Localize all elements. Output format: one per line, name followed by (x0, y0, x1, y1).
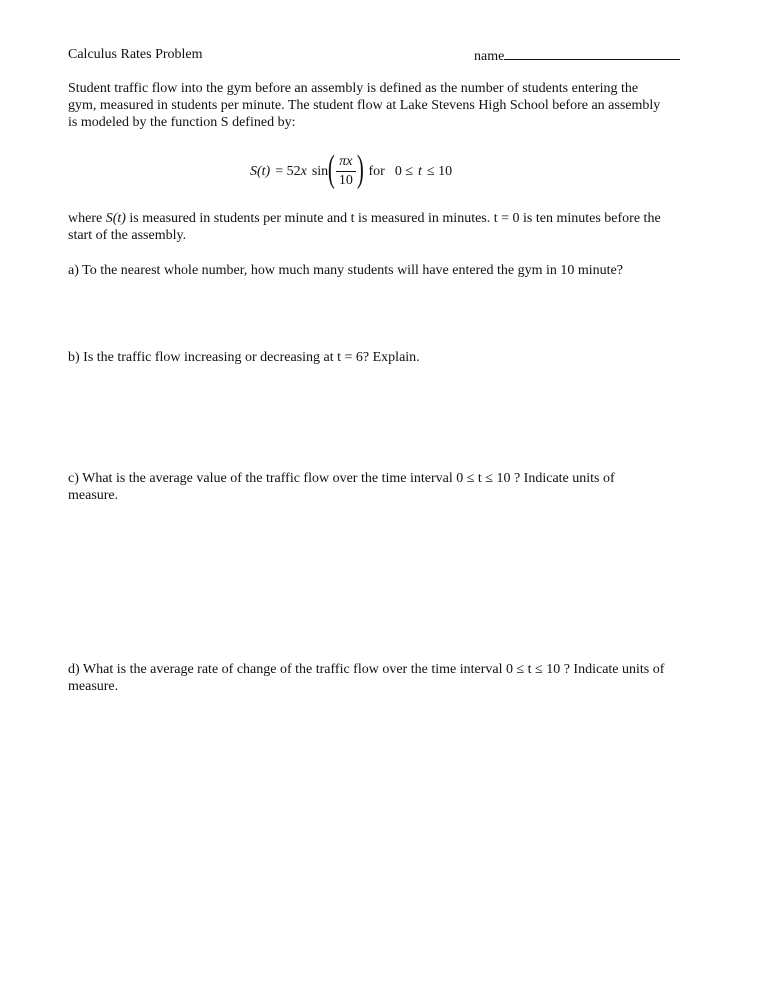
function-formula (250, 150, 452, 192)
formula-domain-high: ≤ 10 (426, 163, 453, 179)
where-line-1-rest: is measured in students per minute and t is measured in minutes. t = 0 is ten minutes before the (125, 211, 661, 226)
formula-domain-var: t (418, 163, 422, 179)
formula-equals: = 52 (275, 163, 301, 179)
name-label: name (474, 49, 505, 64)
name-blank-line (504, 46, 680, 60)
left-paren-icon: ( (328, 148, 335, 190)
formula-fraction (336, 154, 356, 189)
intro-line-3: is modeled by the function S defined by: (68, 115, 296, 130)
formula-domain-low: 0 ≤ (394, 163, 414, 179)
formula-fn: sin (311, 163, 329, 179)
question-d (68, 661, 698, 695)
fraction-numerator: πx (339, 153, 353, 169)
fraction-denominator: 10 (338, 172, 353, 188)
right-paren-icon: ) (356, 148, 364, 190)
where-symbol: S(t) (105, 211, 126, 226)
where-line-2: start of the assembly. (68, 228, 187, 243)
intro-line-2: gym, measured in students per minute. The student flow at Lake Stevens High School before an assembly (68, 98, 661, 113)
formula-lhs: S(t) (250, 163, 271, 179)
formula-var: x (300, 163, 307, 179)
question-d-line-2: measure. (68, 679, 119, 694)
intro-paragraph (68, 80, 698, 131)
intro-line-1: Student traffic flow into the gym before an assembly is defined as the number of students entering the (68, 81, 639, 96)
question-c-line-2: measure. (68, 488, 119, 503)
question-a: a) To the nearest whole number, how much many students will have entered the gym in 10 minute? (68, 263, 623, 278)
question-d-line-1: d) What is the average rate of change of the traffic flow over the time interval 0 ≤ t ≤ 10 ? Indicate units of (68, 662, 665, 677)
worksheet-title: Calculus Rates Problem (68, 47, 203, 62)
question-c-line-1: c) What is the average value of the traffic flow over the time interval 0 ≤ t ≤ 10 ? Indicate units of (68, 471, 615, 486)
fraction-bar (336, 171, 356, 172)
where-paragraph (68, 210, 698, 244)
question-b: b) Is the traffic flow increasing or decreasing at t = 6? Explain. (68, 350, 420, 365)
where-prefix: where (68, 211, 106, 226)
where-line-1 (68, 210, 698, 227)
question-c (68, 470, 698, 504)
formula-domain-word: for (368, 163, 385, 179)
name-field (474, 46, 680, 65)
